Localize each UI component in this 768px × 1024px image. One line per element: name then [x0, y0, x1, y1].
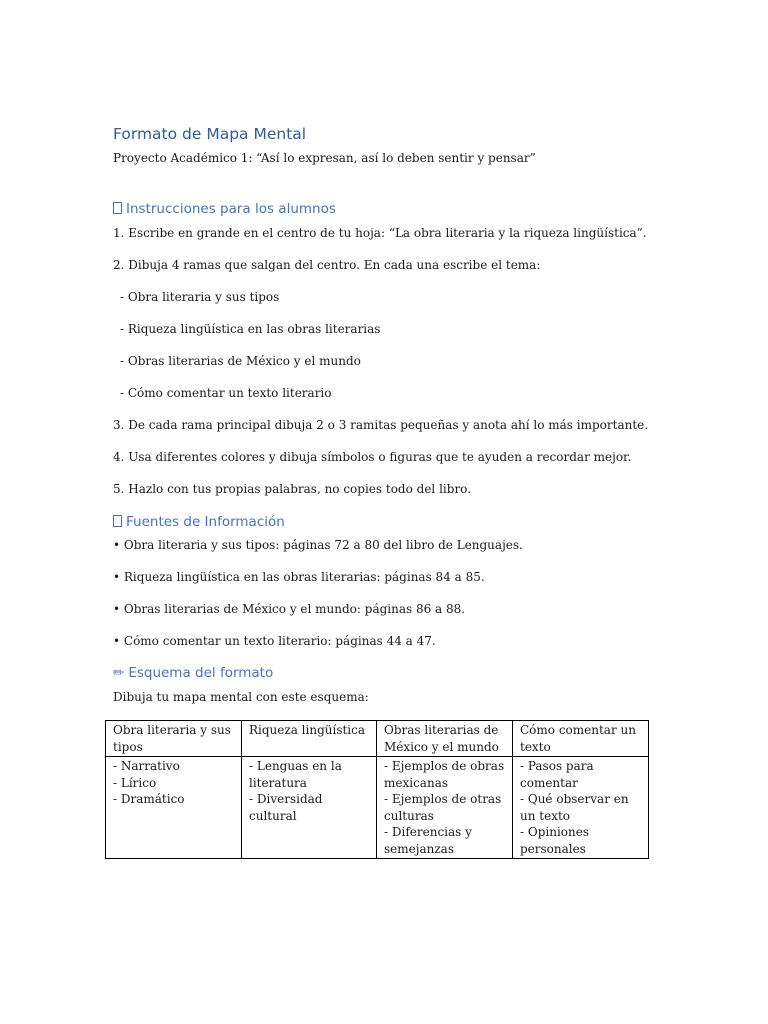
- source-item: • Obras literarias de México y el mundo: páginas 86 a 88.: [113, 602, 466, 616]
- list-item: - Dramático: [113, 792, 185, 806]
- table-header-row: [106, 721, 649, 757]
- source-item: • Obra literaria y sus tipos: páginas 72 a 80 del libro de Lenguajes.: [113, 538, 523, 552]
- sources-heading-text: Fuentes de Información: [126, 514, 285, 530]
- document-subtitle: Proyecto Académico 1: “Así lo expresan, así lo deben sentir y pensar”: [113, 151, 536, 165]
- list-item: - Diversidad cultural: [249, 792, 323, 823]
- instructions-heading-text: Instrucciones para los alumnos: [126, 201, 336, 217]
- schema-table: [105, 720, 649, 859]
- source-item: • Cómo comentar un texto literario: páginas 44 a 47.: [113, 634, 436, 648]
- instruction-step: 1. Escribe en grande en el centro de tu hoja: “La obra literaria y la riqueza lingüística”.: [113, 226, 647, 240]
- sources-heading: [113, 514, 285, 530]
- instruction-subitem: - Riqueza lingüística en las obras literarias: [120, 322, 381, 336]
- table-cell: [513, 757, 649, 859]
- schema-intro: Dibuja tu mapa mental con este esquema:: [113, 690, 369, 704]
- list-item: - Ejemplos de otras culturas: [384, 792, 502, 823]
- table-header-cell: Obras literarias de México y el mundo: [377, 721, 513, 757]
- table-cell: [106, 757, 242, 859]
- box-glyph-icon: [113, 515, 122, 527]
- schema-heading: [113, 665, 273, 681]
- instruction-step: 2. Dibuja 4 ramas que salgan del centro. En cada una escribe el tema:: [113, 258, 541, 272]
- table-cell: [377, 757, 513, 859]
- table-header-cell: Cómo comentar un texto: [513, 721, 649, 757]
- box-glyph-icon: [113, 202, 122, 214]
- list-item: - Lenguas en la literatura: [249, 759, 342, 790]
- schema-heading-text: Esquema del formato: [128, 665, 274, 681]
- list-item: - Pasos para comentar: [520, 759, 594, 790]
- instruction-subitem: - Obras literarias de México y el mundo: [120, 354, 361, 368]
- instruction-step: 4. Usa diferentes colores y dibuja símbolos o figuras que te ayuden a recordar mejor.: [113, 450, 632, 464]
- list-item: - Ejemplos de obras mexicanas: [384, 759, 505, 790]
- instruction-subitem: - Cómo comentar un texto literario: [120, 386, 332, 400]
- instruction-step: 3. De cada rama principal dibuja 2 o 3 ramitas pequeñas y anota ahí lo más importante.: [113, 418, 649, 432]
- table-header-cell: Obra literaria y sus tipos: [106, 721, 242, 757]
- list-item: - Lírico: [113, 775, 157, 790]
- list-item: - Qué observar en un texto: [520, 792, 629, 823]
- table-cell: [242, 757, 377, 859]
- table-row: [106, 757, 649, 859]
- pencil-icon: ✏: [113, 665, 125, 681]
- list-item: - Narrativo: [113, 759, 180, 773]
- source-item: • Riqueza lingüística en las obras literarias: páginas 84 a 85.: [113, 570, 485, 584]
- list-item: - Diferencias y semejanzas: [384, 825, 472, 856]
- instruction-step: 5. Hazlo con tus propias palabras, no copies todo del libro.: [113, 482, 472, 496]
- instruction-subitem: - Obra literaria y sus tipos: [120, 290, 280, 304]
- instructions-heading: [113, 201, 336, 217]
- document-title: Formato de Mapa Mental: [113, 125, 307, 143]
- table-header-cell: Riqueza lingüística: [242, 721, 377, 757]
- list-item: - Opiniones personales: [520, 825, 590, 856]
